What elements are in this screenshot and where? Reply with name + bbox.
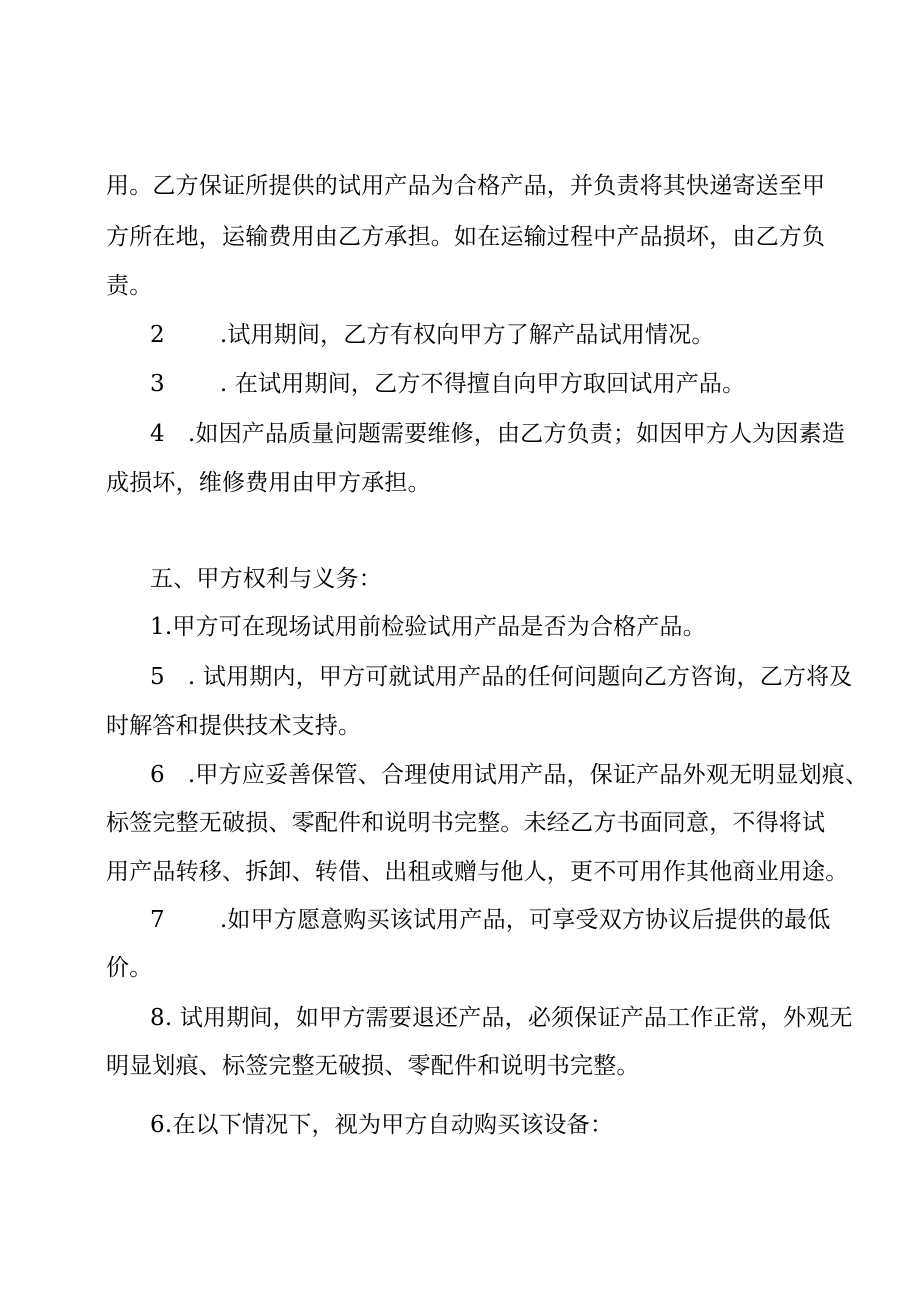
item-text: .甲方应妥善保管、合理使用试用产品，保证产品外观无明显划痕、	[187, 762, 869, 788]
list-item	[150, 369, 745, 399]
list-item	[150, 905, 831, 935]
item-text: . 在试用期间，乙方不得擅自向甲方取回试用产品。	[219, 371, 746, 397]
item-number: 4	[150, 421, 165, 447]
text-line: 方所在地，运输费用由乙方承担。如在运输过程中产品损坏，由乙方负	[106, 224, 826, 250]
list-item	[150, 320, 715, 350]
text-line: 用产品转移、拆卸、转借、出租或赠与他人，更不可用作其他商业用途。	[106, 859, 849, 885]
text-line: 1.甲方可在现场试用前检验试用产品是否为合格产品。	[150, 614, 706, 640]
text-line: 明显划痕、标签完整无破损、零配件和说明书完整。	[106, 1053, 640, 1079]
text-line: 时解答和提供技术支持。	[106, 713, 362, 739]
list-item	[150, 760, 868, 790]
item-number: 6	[150, 762, 165, 788]
section-heading: 五、甲方权利与义务：	[150, 566, 382, 592]
text-line: 用。乙方保证所提供的试用产品为合格产品，并负责将其快递寄送至甲	[106, 173, 826, 199]
text-line: 8. 试用期间，如甲方需要退还产品，必须保证产品工作正常，外观无	[150, 1005, 853, 1031]
text-line: 6.在以下情况下，视为甲方自动购买该设备：	[150, 1112, 614, 1138]
text-line: 成损坏，维修费用由甲方承担。	[106, 470, 431, 496]
item-number: 2	[150, 322, 165, 348]
item-number: 3	[150, 371, 165, 397]
text-line: 价。	[106, 955, 153, 981]
item-number: 7	[150, 907, 165, 933]
list-item	[150, 662, 853, 692]
list-item	[150, 419, 845, 449]
item-text: .如甲方愿意购买该试用产品，可享受双方协议后提供的最低	[219, 907, 831, 933]
text-line: 责。	[106, 273, 153, 299]
item-text: .如因产品质量问题需要维修，由乙方负责；如因甲方人为因素造	[187, 421, 845, 447]
text-line: 标签完整无破损、零配件和说明书完整。未经乙方书面同意，不得将试	[106, 810, 826, 836]
item-text: .试用期间，乙方有权向甲方了解产品试用情况。	[219, 322, 715, 348]
item-number: 5	[150, 664, 165, 690]
item-text: . 试用期内，甲方可就试用产品的任何问题向乙方咨询，乙方将及	[187, 664, 853, 690]
